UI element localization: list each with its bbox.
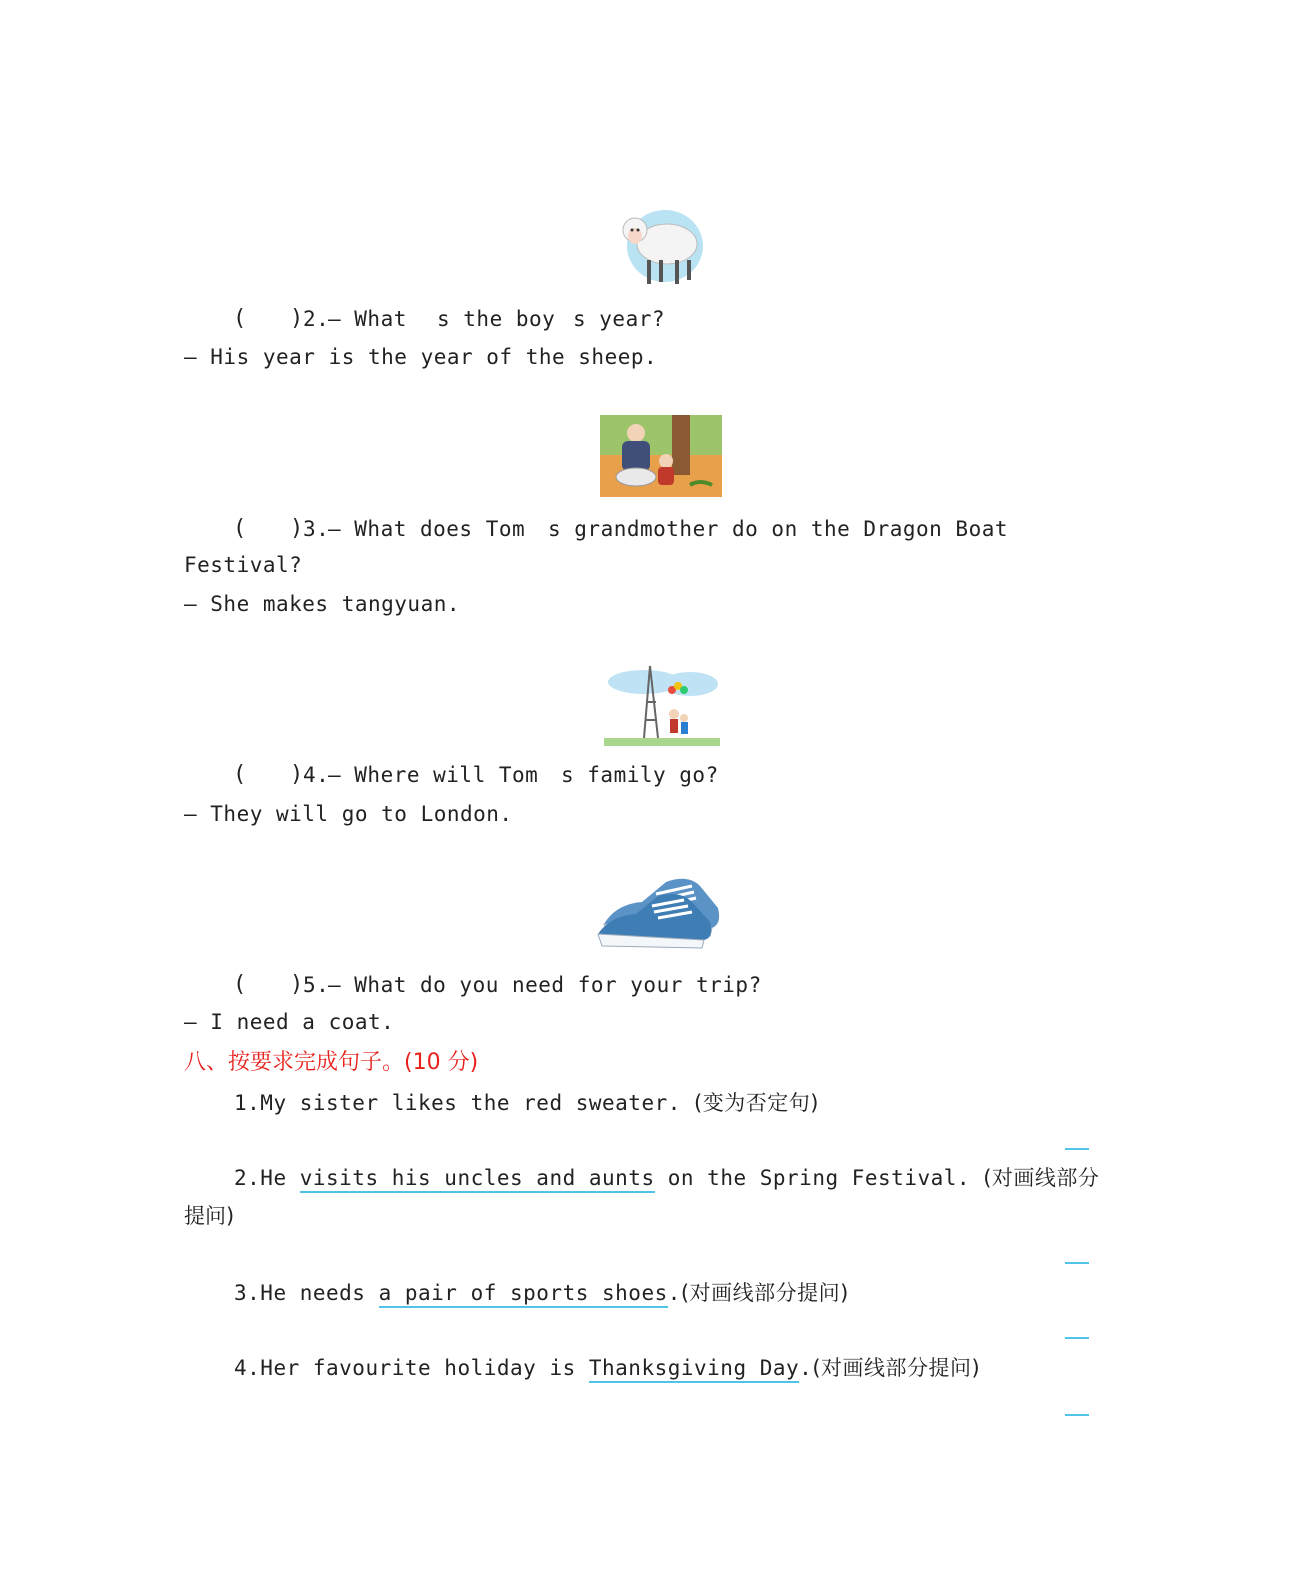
question-3-text-part2: s grandmother do on the Dragon Boat xyxy=(548,517,1009,541)
underlined-phrase: visits his uncles and aunts xyxy=(300,1166,655,1193)
answer-blank-line xyxy=(1065,1148,1089,1150)
question-2-answer: — His year is the year of the sheep. xyxy=(184,345,658,369)
question-4-number: 4. xyxy=(303,763,330,787)
item-number: 1. xyxy=(234,1091,261,1115)
question-5-number: 5. xyxy=(303,973,330,997)
question-3-text-line2: Festival? xyxy=(184,553,303,577)
question-4-answer: — They will go to London. xyxy=(184,802,513,826)
item-text-pre: He xyxy=(260,1166,300,1190)
question-3-text-part1: — What does Tom xyxy=(328,517,526,541)
answer-paren-open: ( xyxy=(233,516,247,541)
item-instruction: (对画线部分提问) xyxy=(812,1356,981,1380)
section-8-item-4 xyxy=(234,1352,980,1382)
question-2-number: 2. xyxy=(303,307,330,331)
item-text-post: on the Spring Festival. xyxy=(654,1166,984,1190)
question-5-text: — What do you need for your trip? xyxy=(328,973,762,997)
answer-blank-line xyxy=(1065,1262,1089,1264)
item-instruction: (对画线部分提问) xyxy=(680,1281,849,1305)
item-number: 2. xyxy=(234,1166,261,1190)
section-8-item-2 xyxy=(234,1162,1099,1192)
eiffel-tower-picture xyxy=(604,662,720,746)
answer-paren-open: ( xyxy=(233,306,247,331)
item-text-post: . xyxy=(667,1281,681,1305)
item-instruction: (对画线部分 xyxy=(983,1166,1100,1190)
section-8-item-1 xyxy=(234,1087,819,1117)
item-text-post: . xyxy=(799,1356,813,1380)
answer-paren-open: ( xyxy=(233,762,247,787)
item-number: 3. xyxy=(234,1281,261,1305)
item-text: My sister likes the red sweater. xyxy=(260,1091,695,1115)
answer-blank-line xyxy=(1065,1337,1089,1339)
question-2-text-part3: s year? xyxy=(573,307,666,331)
item-text-pre: Her favourite holiday is xyxy=(260,1356,589,1380)
sports-shoes-picture xyxy=(596,868,726,954)
question-4-text-part1: — Where will Tom xyxy=(328,763,539,787)
item-number: 4. xyxy=(234,1356,261,1380)
question-3-answer: — She makes tangyuan. xyxy=(184,592,461,616)
question-3-number: 3. xyxy=(303,517,330,541)
answer-paren-open: ( xyxy=(233,972,247,997)
question-2-text-part1: — What xyxy=(328,307,407,331)
section-8-heading: 八、按要求完成句子。(10 分) xyxy=(184,1050,479,1075)
section-8-item-3 xyxy=(234,1277,849,1307)
grandmother-zongzi-picture xyxy=(600,415,722,497)
item-text-pre: He needs xyxy=(260,1281,379,1305)
question-2-text-part2: s the boy xyxy=(437,307,556,331)
underlined-phrase: Thanksgiving Day xyxy=(589,1356,799,1383)
answer-paren-close: ) xyxy=(290,762,304,787)
question-4-text-part2: s family go? xyxy=(561,763,719,787)
answer-blank-line xyxy=(1065,1414,1089,1416)
answer-paren-close: ) xyxy=(290,972,304,997)
underlined-phrase: a pair of sports shoes xyxy=(379,1281,668,1308)
question-5-answer: — I need a coat. xyxy=(184,1010,395,1034)
item-instruction: (变为否定句) xyxy=(694,1091,819,1115)
answer-paren-close: ) xyxy=(290,516,304,541)
sheep-picture xyxy=(615,200,707,292)
section-8-item-2-instruction-line2: 提问) xyxy=(184,1204,235,1228)
answer-paren-close: ) xyxy=(290,306,304,331)
